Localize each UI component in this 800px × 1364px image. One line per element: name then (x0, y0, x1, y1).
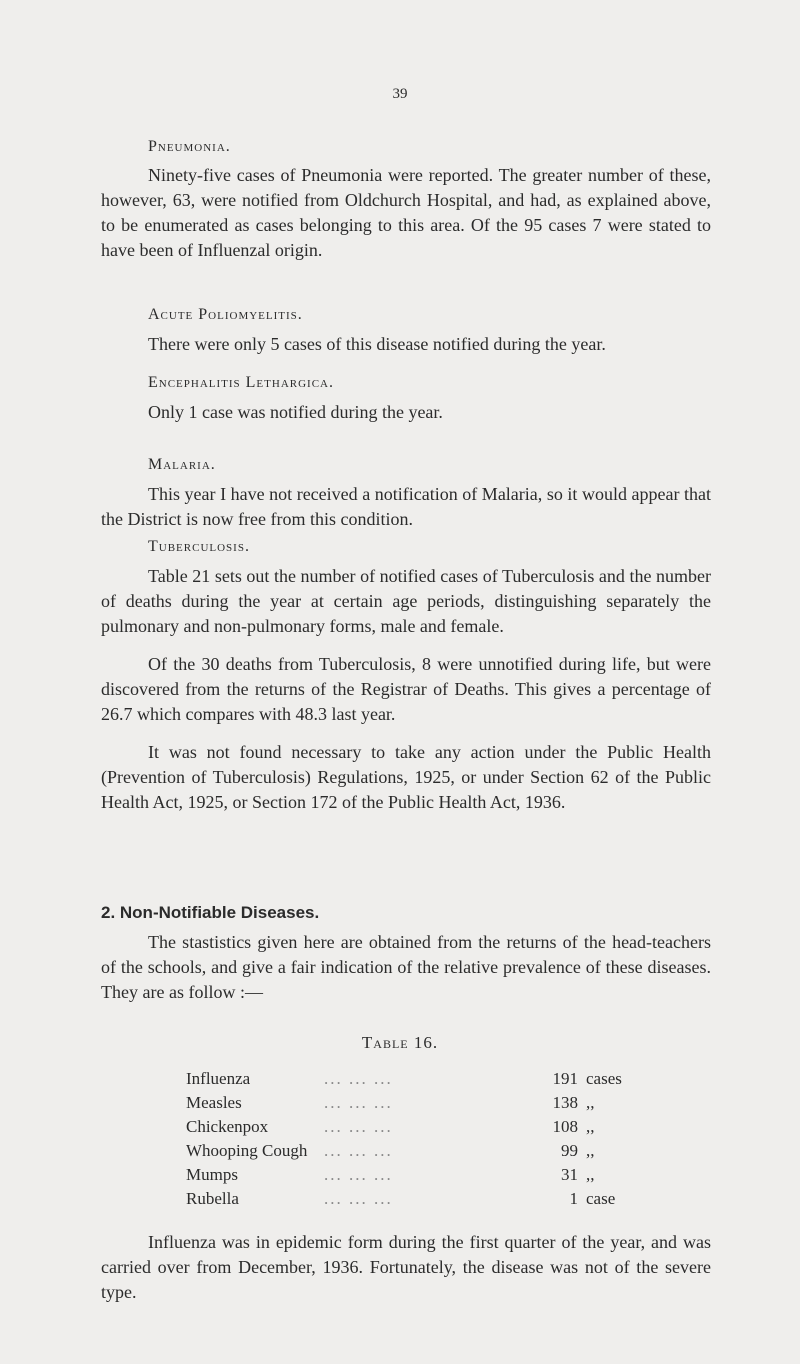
paragraph: It was not found necessary to take any action under the Public Health (Prevention of Tuberculosis) Regulations, 1925, or under Section 62 of the Public Health Act, 1925, or Section 172 of the Public Health Act, 1936. (101, 742, 711, 812)
section-pneumonia (101, 163, 711, 263)
paragraph: The stastistics given here are obtained from the returns of the head-teachers of the schools, and give a fair indication of the relative prevalence of these diseases. They are as follow :— (101, 932, 711, 1002)
case-unit: ,, (586, 1117, 595, 1136)
case-unit: ,, (586, 1165, 595, 1184)
paragraph: Table 21 sets out the number of notified cases of Tuberculosis and the number of deaths during the year at certain age periods, distinguishing separately the pulmonary and non-pulmonary forms, male and female. (101, 566, 711, 636)
case-count: 108 (552, 1117, 578, 1136)
section-poliomyelitis (101, 332, 711, 357)
paragraph: This year I have not received a notification of Malaria, so it would appear that the District is now free from this condition. (101, 484, 711, 529)
table-row (186, 1069, 622, 1093)
heading-encephalitis: Encephalitis Lethargica. (148, 374, 334, 391)
section-non-notifiable (101, 930, 711, 1005)
heading-malaria: Malaria. (148, 456, 216, 473)
leader-dots: ... ... ... (324, 1141, 393, 1160)
section-tuberculosis (101, 564, 711, 815)
disease-name: Influenza (186, 1069, 251, 1088)
paragraph: Influenza was in epidemic form during the first quarter of the year, and was carried over from December, 1936. Fortunately, the disease was not of the severe type. (101, 1232, 711, 1302)
paragraph: Ninety-five cases of Pneumonia were reported. The greater number of these, however, 63, were notified from Oldchurch Hospital, and had, as explained above, to be enumerated as cases belonging to this area. Of the 95 cases 7 were stated to have been of Influenzal origin. (101, 165, 711, 260)
disease-name: Rubella (186, 1189, 239, 1208)
case-unit: ,, (586, 1093, 595, 1112)
case-count: 99 (561, 1141, 578, 1160)
table-row (186, 1165, 606, 1189)
case-unit: case (586, 1189, 616, 1208)
disease-name: Measles (186, 1093, 242, 1112)
disease-name: Mumps (186, 1165, 238, 1184)
case-unit: cases (586, 1069, 622, 1088)
table-row (186, 1117, 606, 1141)
page-number: 39 (392, 86, 408, 102)
case-unit: ,, (586, 1141, 595, 1160)
table-row (186, 1093, 606, 1117)
paragraph: Only 1 case was notified during the year. (148, 402, 443, 422)
heading-tuberculosis: Tuberculosis. (148, 538, 250, 555)
case-count: 31 (561, 1165, 578, 1184)
table-row (186, 1189, 616, 1213)
leader-dots: ... ... ... (324, 1189, 393, 1208)
case-count: 1 (569, 1189, 578, 1208)
heading-non-notifiable: 2. Non-Notifiable Diseases. (101, 903, 320, 922)
disease-name: Whooping Cough (186, 1141, 308, 1160)
heading-poliomyelitis: Acute Poliomyelitis. (148, 306, 303, 323)
section-encephalitis (101, 400, 711, 425)
leader-dots: ... ... ... (324, 1093, 393, 1112)
disease-name: Chickenpox (186, 1117, 269, 1136)
table-row (186, 1141, 606, 1165)
heading-pneumonia: Pneumonia. (148, 138, 231, 155)
section-malaria (101, 482, 711, 532)
leader-dots: ... ... ... (324, 1165, 393, 1184)
paragraph: There were only 5 cases of this disease notified during the year. (148, 334, 606, 354)
section-closing (101, 1230, 711, 1305)
case-count: 138 (552, 1093, 578, 1112)
leader-dots: ... ... ... (324, 1069, 393, 1088)
leader-dots: ... ... ... (324, 1117, 393, 1136)
paragraph: Of the 30 deaths from Tuberculosis, 8 were unnotified during life, but were discovered from the returns of the Registrar of Deaths. This gives a percentage of 26.7 which compares with 48.3 last year. (101, 654, 711, 724)
table-title: Table 16. (361, 1033, 439, 1052)
case-count: 191 (552, 1069, 578, 1088)
